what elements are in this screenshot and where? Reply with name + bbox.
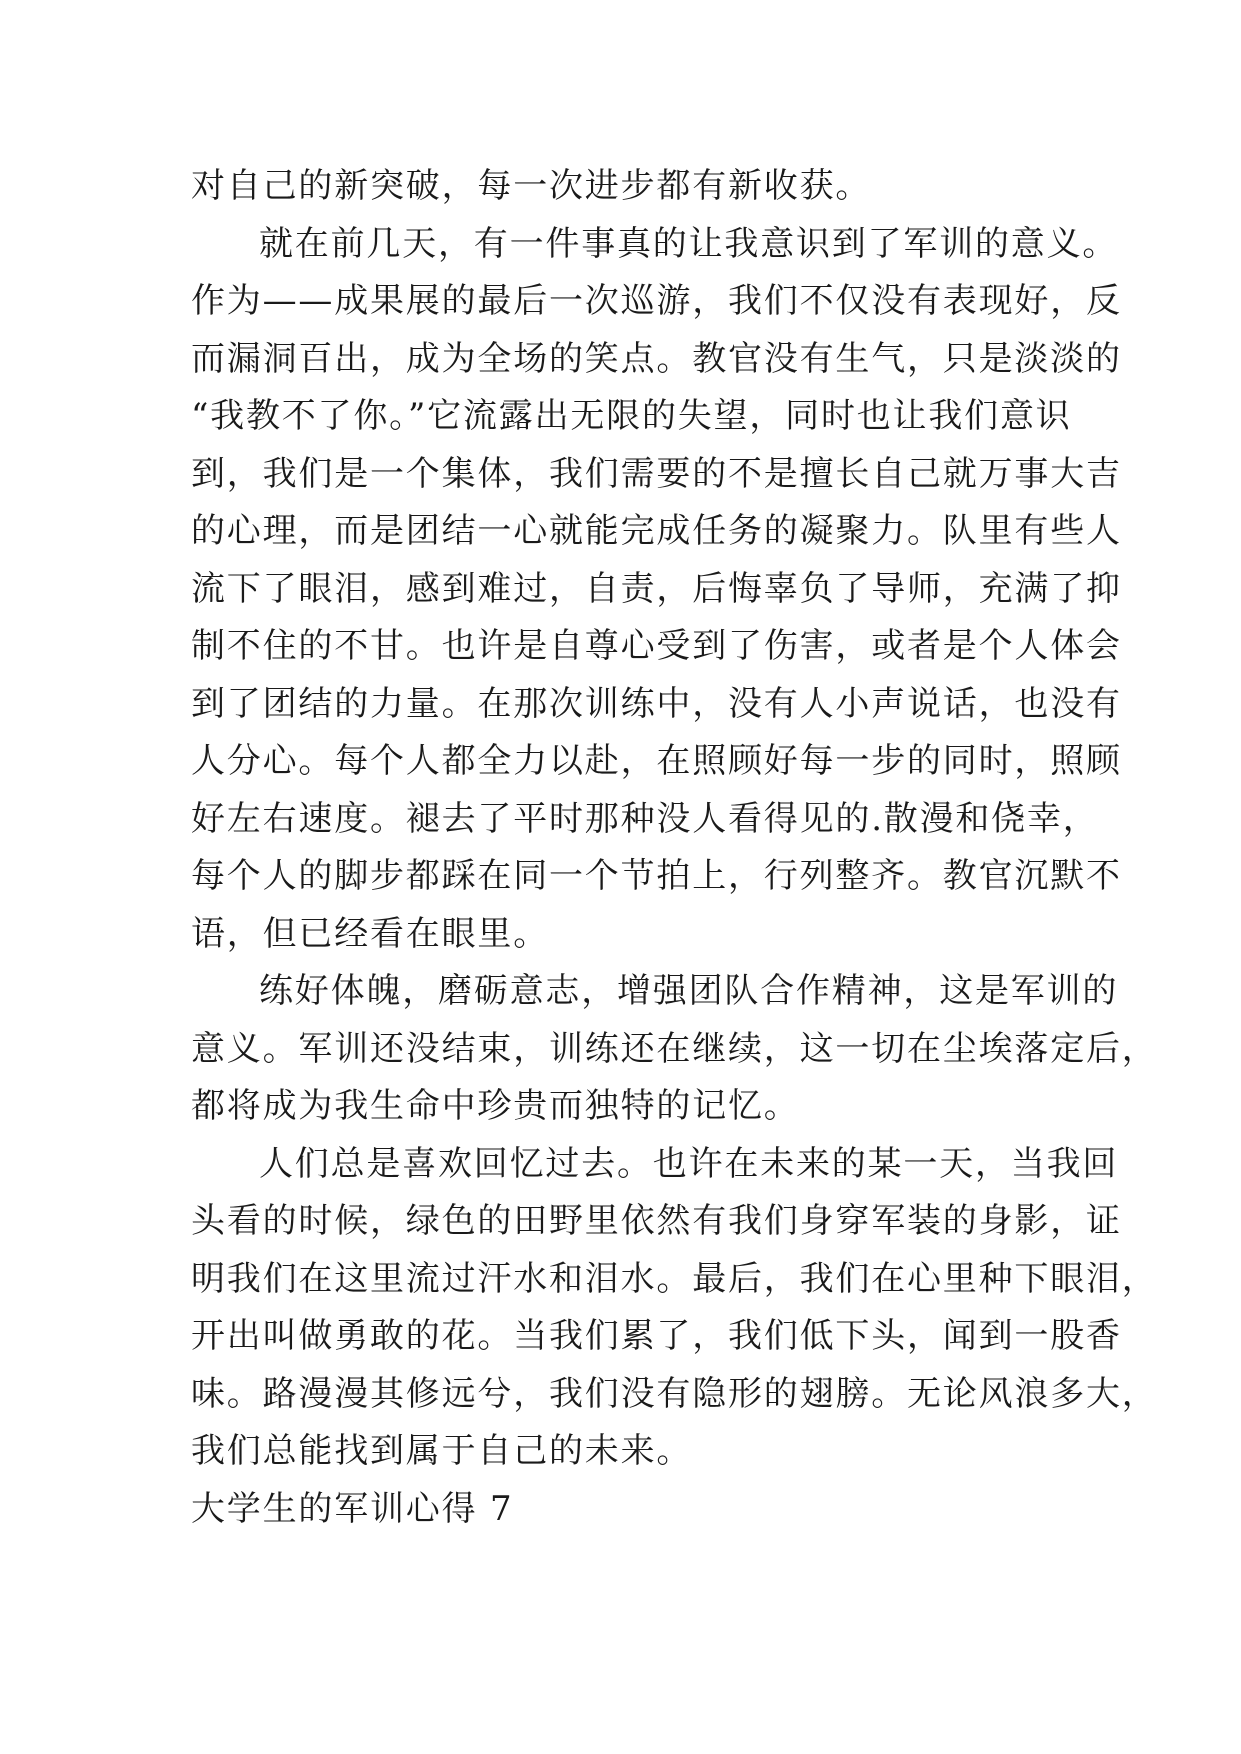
paragraph-line: 意义。军训还没结束，训练还在继续，这一切在尘埃落定后， xyxy=(191,1028,1158,1069)
paragraph-line: 作为——成果展的最后一次巡游，我们不仅没有表现好，反 xyxy=(191,281,1122,321)
paragraph-line: 都将成为我生命中珍贵而独特的记忆。 xyxy=(191,1086,800,1126)
paragraph-line: 味。路漫漫其修远兮，我们没有隐形的翅膀。无论风浪多大， xyxy=(191,1373,1158,1414)
paragraph-line: 头看的时候，绿色的田野里依然有我们身穿军装的身影，证 xyxy=(191,1201,1122,1241)
paragraph-line: 人们总是喜欢回忆过去。也许在未来的某一天，当我回 xyxy=(259,1143,1119,1184)
paragraph-line: 我们总能找到属于自己的未来。 xyxy=(191,1431,693,1471)
document-body xyxy=(191,158,1158,1538)
paragraph-line: 而漏洞百出，成为全场的笑点。教官没有生气，只是淡淡的 xyxy=(191,338,1122,379)
paragraph-line: 就在前几天，有一件事真的让我意识到了军训的意义。 xyxy=(259,223,1119,264)
paragraph-line: 制不住的不甘。也许是自尊心受到了伤害，或者是个人体会 xyxy=(191,626,1122,666)
paragraph-line: 人分心。每个人都全力以赴，在照顾好每一步的同时，照顾 xyxy=(191,741,1122,781)
paragraph-line: 每个人的脚步都踩在同一个节拍上，行列整齐。教官沉默不 xyxy=(191,856,1122,896)
paragraph-line: 明我们在这里流过汗水和泪水。最后，我们在心里种下眼泪， xyxy=(191,1258,1158,1299)
paragraph-line: 好左右速度。褪去了平时那种没人看得见的.散漫和侥幸， xyxy=(191,798,1099,839)
paragraph-line: 流下了眼泪，感到难过，自责，后悔辜负了导师，充满了抑 xyxy=(191,568,1122,609)
paragraph-line: 到了团结的力量。在那次训练中，没有人小声说话，也没有 xyxy=(191,683,1122,724)
paragraph-line: “我教不了你。”它流露出无限的失望，同时也让我们意识 xyxy=(191,396,1072,436)
paragraph-line: 开出叫做勇敢的花。当我们累了，我们低下头，闻到一股香 xyxy=(191,1316,1122,1356)
section-heading: 大学生的军训心得 7 xyxy=(191,1488,514,1529)
paragraph-line: 对自己的新突破，每一次进步都有新收获。 xyxy=(191,166,872,206)
paragraph-line: 到，我们是一个集体，我们需要的不是擅长自己就万事大吉 xyxy=(191,453,1122,494)
paragraph-line: 语，但已经看在眼里。 xyxy=(191,913,549,954)
paragraph-line: 的心理，而是团结一心就能完成任务的凝聚力。队里有些人 xyxy=(191,511,1122,551)
paragraph-line: 练好体魄，磨砺意志，增强团队合作精神，这是军训的 xyxy=(259,971,1119,1011)
